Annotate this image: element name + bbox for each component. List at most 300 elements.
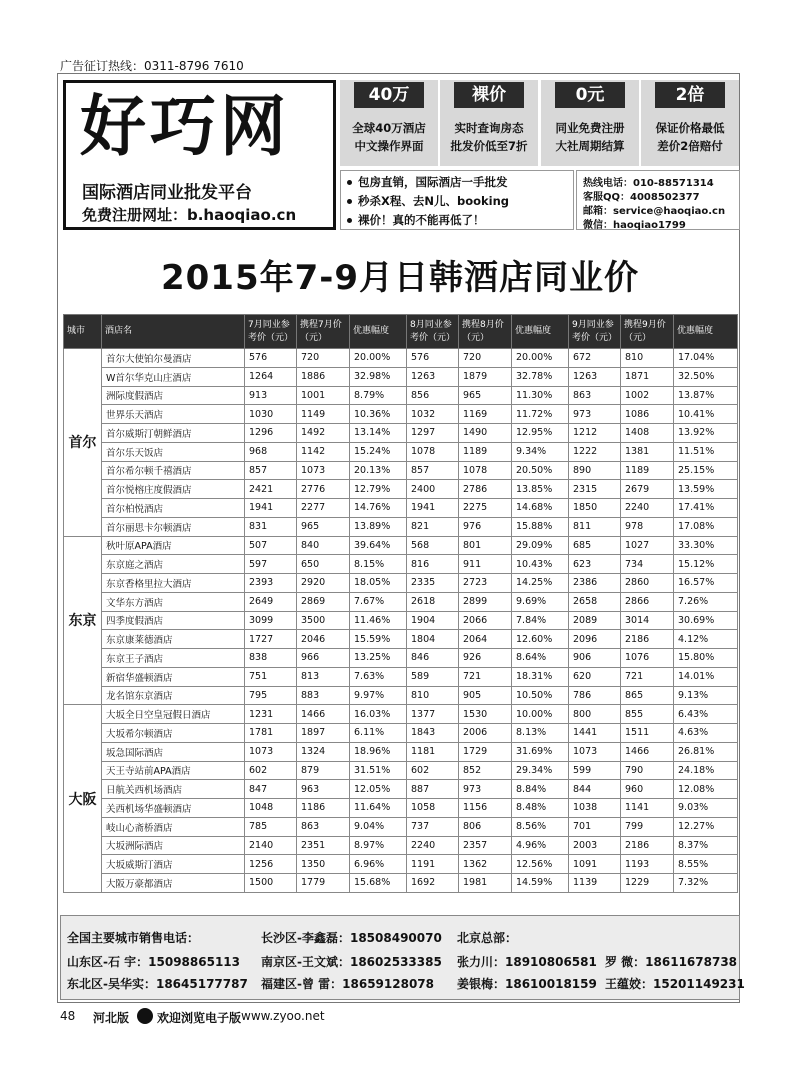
price-cell: 11.46%: [350, 611, 407, 630]
price-cell: 4.96%: [512, 836, 569, 855]
price-cell: 1002: [621, 386, 674, 405]
sales-entry: 福建区-曾 雷：18659128078: [261, 977, 435, 991]
price-cell: 15.24%: [350, 442, 407, 461]
price-cell: 24.18%: [674, 761, 738, 780]
feature-box: [440, 80, 538, 166]
bullet-item: [347, 193, 509, 209]
price-cell: 1186: [297, 799, 350, 818]
price-cell: 11.72%: [512, 405, 569, 424]
bullet-text: 裸价！真的不能再低了！: [358, 213, 485, 227]
price-table: [63, 314, 738, 893]
price-cell: 2649: [245, 592, 297, 611]
price-cell: 1189: [621, 461, 674, 480]
price-cell: 1324: [297, 742, 350, 761]
price-cell: 7.26%: [674, 592, 738, 611]
price-cell: 926: [459, 649, 512, 668]
welcome-text: 欢迎浏览电子版: [157, 1011, 242, 1025]
price-cell: 1466: [297, 705, 350, 724]
price-cell: 857: [245, 461, 297, 480]
price-cell: 1781: [245, 724, 297, 743]
price-cell: 1191: [407, 855, 459, 874]
column-header: 城市: [64, 315, 102, 349]
price-cell: 507: [245, 536, 297, 555]
price-cell: 2658: [569, 592, 621, 611]
price-cell: 10.41%: [674, 405, 738, 424]
price-cell: 2860: [621, 574, 674, 593]
price-cell: 786: [569, 686, 621, 705]
feature-line: 保证价格最低: [655, 121, 725, 135]
feature-badge: 0元: [555, 82, 625, 108]
price-cell: 2006: [459, 724, 512, 743]
page-title: 2015年7-9月日韩酒店同业价: [160, 258, 640, 298]
price-cell: 1038: [569, 799, 621, 818]
price-cell: 20.13%: [350, 461, 407, 480]
price-cell: 737: [407, 817, 459, 836]
sales-hq-heading: 北京总部：: [457, 931, 518, 945]
price-cell: 1941: [407, 499, 459, 518]
price-cell: 17.04%: [674, 349, 738, 368]
price-cell: 2866: [621, 592, 674, 611]
hotel-name-cell: 首尔大使铂尔曼酒店: [102, 349, 245, 368]
price-cell: 863: [297, 817, 350, 836]
price-cell: 3500: [297, 611, 350, 630]
price-cell: 785: [245, 817, 297, 836]
hotel-name-cell: 洲际度假酒店: [102, 386, 245, 405]
edition-label: 河北版: [93, 1011, 130, 1025]
price-cell: 721: [621, 667, 674, 686]
price-cell: 1981: [459, 874, 512, 893]
price-cell: 963: [297, 780, 350, 799]
price-cell: 2003: [569, 836, 621, 855]
price-cell: 14.76%: [350, 499, 407, 518]
price-cell: 1032: [407, 405, 459, 424]
price-cell: 17.08%: [674, 517, 738, 536]
price-cell: 20.00%: [350, 349, 407, 368]
price-cell: 12.79%: [350, 480, 407, 499]
price-cell: 1466: [621, 742, 674, 761]
price-cell: 965: [297, 517, 350, 536]
price-cell: 2335: [407, 574, 459, 593]
price-cell: 9.03%: [674, 799, 738, 818]
price-cell: 4.63%: [674, 724, 738, 743]
price-cell: 2723: [459, 574, 512, 593]
price-cell: 1441: [569, 724, 621, 743]
hotel-name-cell: 大坂洲际酒店: [102, 836, 245, 855]
table-header-row: [64, 315, 738, 349]
price-cell: 2066: [459, 611, 512, 630]
table-row: [64, 649, 738, 668]
feature-line: 大社周期结算: [555, 139, 625, 153]
table-row: [64, 799, 738, 818]
feature-line: 中文操作界面: [354, 139, 424, 153]
price-cell: 2064: [459, 630, 512, 649]
price-cell: 576: [245, 349, 297, 368]
price-cell: 1879: [459, 367, 512, 386]
price-cell: 1048: [245, 799, 297, 818]
bullet-text: 秒杀X程、去N儿、booking: [358, 194, 510, 208]
price-cell: 1729: [459, 742, 512, 761]
price-cell: 597: [245, 555, 297, 574]
price-cell: 1073: [569, 742, 621, 761]
price-cell: 1871: [621, 367, 674, 386]
price-cell: 1850: [569, 499, 621, 518]
price-cell: 720: [297, 349, 350, 368]
price-cell: 9.69%: [512, 592, 569, 611]
price-cell: 1181: [407, 742, 459, 761]
price-cell: 1408: [621, 424, 674, 443]
sales-entry: 姜银梅：18610018159: [457, 977, 597, 991]
table-row: [64, 592, 738, 611]
hotel-name-cell: 天王寺站前APA酒店: [102, 761, 245, 780]
price-cell: 1073: [245, 742, 297, 761]
price-cell: 840: [297, 536, 350, 555]
price-cell: 13.85%: [512, 480, 569, 499]
price-cell: 2240: [621, 499, 674, 518]
column-header: 优惠幅度: [674, 315, 738, 349]
price-cell: 26.81%: [674, 742, 738, 761]
hotel-name-cell: 东京王子酒店: [102, 649, 245, 668]
price-cell: 14.01%: [674, 667, 738, 686]
price-cell: 12.05%: [350, 780, 407, 799]
price-cell: 8.79%: [350, 386, 407, 405]
price-cell: 602: [245, 761, 297, 780]
hotel-name-cell: 大坂希尔顿酒店: [102, 724, 245, 743]
table-row: [64, 555, 738, 574]
price-cell: 7.63%: [350, 667, 407, 686]
price-cell: 2386: [569, 574, 621, 593]
feature-line: 同业免费注册: [555, 121, 625, 135]
price-cell: 2869: [297, 592, 350, 611]
price-cell: 966: [297, 649, 350, 668]
contact-hotline: 热线电话：010-88571314: [583, 178, 714, 189]
price-cell: 10.50%: [512, 686, 569, 705]
table-row: [64, 461, 738, 480]
price-cell: 18.96%: [350, 742, 407, 761]
table-row: [64, 742, 738, 761]
price-cell: 1222: [569, 442, 621, 461]
city-cell: 大阪: [64, 705, 102, 893]
price-cell: 906: [569, 649, 621, 668]
price-cell: 2240: [407, 836, 459, 855]
column-header: 酒店名: [102, 315, 245, 349]
price-cell: 32.78%: [512, 367, 569, 386]
hotel-name-cell: 世界乐天酒店: [102, 405, 245, 424]
price-cell: 2046: [297, 630, 350, 649]
price-cell: 2275: [459, 499, 512, 518]
price-cell: 1001: [297, 386, 350, 405]
bullet-text: 包房直销，国际酒店一手批发: [358, 175, 508, 189]
price-cell: 701: [569, 817, 621, 836]
price-cell: 913: [245, 386, 297, 405]
price-cell: 16.03%: [350, 705, 407, 724]
price-cell: 10.43%: [512, 555, 569, 574]
price-cell: 16.57%: [674, 574, 738, 593]
price-cell: 8.64%: [512, 649, 569, 668]
price-cell: 856: [407, 386, 459, 405]
price-cell: 1149: [297, 405, 350, 424]
price-cell: 2089: [569, 611, 621, 630]
price-cell: 576: [407, 349, 459, 368]
price-cell: 790: [621, 761, 674, 780]
logo-url: 免费注册网址：b.haoqiao.cn: [82, 206, 297, 224]
price-cell: 4.12%: [674, 630, 738, 649]
price-cell: 568: [407, 536, 459, 555]
price-cell: 1193: [621, 855, 674, 874]
price-cell: 846: [407, 649, 459, 668]
price-cell: 1843: [407, 724, 459, 743]
hotel-name-cell: 日航关西机场酒店: [102, 780, 245, 799]
price-cell: 1804: [407, 630, 459, 649]
feature-badge: 2倍: [655, 82, 725, 108]
price-cell: 2357: [459, 836, 512, 855]
table-row: [64, 574, 738, 593]
price-cell: 8.84%: [512, 780, 569, 799]
price-cell: 1078: [407, 442, 459, 461]
feature-badge: 40万: [354, 82, 424, 108]
price-cell: 1231: [245, 705, 297, 724]
price-cell: 863: [569, 386, 621, 405]
price-cell: 1229: [621, 874, 674, 893]
table-row: [64, 405, 738, 424]
bullet-dot-icon: [347, 218, 352, 223]
hotel-name-cell: 大阪万豪都酒店: [102, 874, 245, 893]
price-cell: 1511: [621, 724, 674, 743]
price-cell: 9.13%: [674, 686, 738, 705]
hotel-name-cell: 四季度假酒店: [102, 611, 245, 630]
price-cell: 905: [459, 686, 512, 705]
price-cell: 30.69%: [674, 611, 738, 630]
globe-icon: [137, 1008, 153, 1024]
price-cell: 8.13%: [512, 724, 569, 743]
price-cell: 1263: [407, 367, 459, 386]
price-cell: 2776: [297, 480, 350, 499]
price-cell: 801: [459, 536, 512, 555]
table-row: [64, 630, 738, 649]
price-cell: 1027: [621, 536, 674, 555]
price-cell: 1362: [459, 855, 512, 874]
price-cell: 1139: [569, 874, 621, 893]
hotel-name-cell: 首尔威斯汀朝鲜酒店: [102, 424, 245, 443]
price-cell: 831: [245, 517, 297, 536]
price-cell: 2393: [245, 574, 297, 593]
price-cell: 8.55%: [674, 855, 738, 874]
price-cell: 29.34%: [512, 761, 569, 780]
price-cell: 965: [459, 386, 512, 405]
price-cell: 15.68%: [350, 874, 407, 893]
feature-line: 全球40万酒店: [352, 121, 426, 135]
price-cell: 1904: [407, 611, 459, 630]
table-row: [64, 667, 738, 686]
column-header: 8月同业参考价（元）: [407, 315, 459, 349]
price-cell: 685: [569, 536, 621, 555]
column-header: 携程8月价（元）: [459, 315, 512, 349]
price-cell: 2186: [621, 630, 674, 649]
price-cell: 12.60%: [512, 630, 569, 649]
bullet-dot-icon: [347, 199, 352, 204]
price-cell: 806: [459, 817, 512, 836]
price-cell: 7.67%: [350, 592, 407, 611]
city-cell: 东京: [64, 536, 102, 705]
table-row: [64, 386, 738, 405]
price-cell: 13.59%: [674, 480, 738, 499]
price-cell: 838: [245, 649, 297, 668]
price-cell: 960: [621, 780, 674, 799]
column-header: 7月同业参考价（元）: [245, 315, 297, 349]
price-cell: 2277: [297, 499, 350, 518]
price-cell: 2421: [245, 480, 297, 499]
price-cell: 879: [297, 761, 350, 780]
sales-entry: 罗 微：18611678738: [605, 955, 738, 969]
price-cell: 1500: [245, 874, 297, 893]
feature-line: 实时查询房态: [454, 121, 524, 135]
price-cell: 1156: [459, 799, 512, 818]
price-cell: 1078: [459, 461, 512, 480]
price-cell: 13.92%: [674, 424, 738, 443]
price-cell: 852: [459, 761, 512, 780]
price-cell: 2786: [459, 480, 512, 499]
price-cell: 623: [569, 555, 621, 574]
price-cell: 15.88%: [512, 517, 569, 536]
sales-contacts: [60, 915, 745, 1000]
price-cell: 810: [621, 349, 674, 368]
price-cell: 1073: [297, 461, 350, 480]
feature-box: [541, 80, 639, 166]
price-cell: 11.51%: [674, 442, 738, 461]
price-cell: 883: [297, 686, 350, 705]
contact-qq: 客服QQ：4008502377: [583, 192, 700, 203]
ad-hotline: 广告征订热线：0311-8796 7610: [60, 59, 244, 73]
price-cell: 1692: [407, 874, 459, 893]
hotel-name-cell: 秋叶原APA酒店: [102, 536, 245, 555]
hotel-name-cell: 首尔丽思卡尔顿酒店: [102, 517, 245, 536]
table-row: [64, 349, 738, 368]
price-cell: 1530: [459, 705, 512, 724]
price-cell: 11.64%: [350, 799, 407, 818]
sales-entry: 长沙区-李鑫磊：18508490070: [261, 931, 442, 945]
sales-entry: 南京区-王文斌：18602533385: [261, 955, 442, 969]
price-cell: 32.50%: [674, 367, 738, 386]
price-cell: 39.64%: [350, 536, 407, 555]
price-cell: 1727: [245, 630, 297, 649]
column-header: 9月同业参考价（元）: [569, 315, 621, 349]
sales-heading: 全国主要城市销售电话：: [67, 931, 200, 945]
price-cell: 1169: [459, 405, 512, 424]
contact-box: [576, 170, 740, 230]
table-row: [64, 686, 738, 705]
hotel-name-cell: 东京康莱德酒店: [102, 630, 245, 649]
price-cell: 15.12%: [674, 555, 738, 574]
price-cell: 8.15%: [350, 555, 407, 574]
price-cell: 2096: [569, 630, 621, 649]
price-cell: 12.95%: [512, 424, 569, 443]
table-row: [64, 367, 738, 386]
price-cell: 721: [459, 667, 512, 686]
price-cell: 9.34%: [512, 442, 569, 461]
price-cell: 13.89%: [350, 517, 407, 536]
price-cell: 12.08%: [674, 780, 738, 799]
feature-box: [340, 80, 438, 166]
hotel-name-cell: 东京香格里拉大酒店: [102, 574, 245, 593]
price-cell: 9.97%: [350, 686, 407, 705]
price-cell: 1350: [297, 855, 350, 874]
price-cell: 8.56%: [512, 817, 569, 836]
table-row: [64, 855, 738, 874]
table-row: [64, 499, 738, 518]
price-cell: 976: [459, 517, 512, 536]
price-cell: 1189: [459, 442, 512, 461]
column-header: 携程7月价（元）: [297, 315, 350, 349]
price-cell: 18.31%: [512, 667, 569, 686]
price-cell: 1297: [407, 424, 459, 443]
price-cell: 2315: [569, 480, 621, 499]
column-header: 优惠幅度: [350, 315, 407, 349]
price-cell: 1141: [621, 799, 674, 818]
price-cell: 799: [621, 817, 674, 836]
price-cell: 31.51%: [350, 761, 407, 780]
price-cell: 1886: [297, 367, 350, 386]
price-cell: 720: [459, 349, 512, 368]
feature-box: [641, 80, 739, 166]
hotel-name-cell: 大坂威斯汀酒店: [102, 855, 245, 874]
price-cell: 7.84%: [512, 611, 569, 630]
price-cell: 1492: [297, 424, 350, 443]
price-cell: 857: [407, 461, 459, 480]
price-cell: 6.11%: [350, 724, 407, 743]
price-cell: 32.98%: [350, 367, 407, 386]
price-cell: 15.80%: [674, 649, 738, 668]
price-cell: 13.14%: [350, 424, 407, 443]
hotel-name-cell: 东京庭之酒店: [102, 555, 245, 574]
price-cell: 589: [407, 667, 459, 686]
website-link[interactable]: www.zyoo.net: [241, 1009, 325, 1023]
table-row: [64, 761, 738, 780]
price-cell: 602: [407, 761, 459, 780]
price-cell: 31.69%: [512, 742, 569, 761]
price-cell: 3014: [621, 611, 674, 630]
price-cell: 1779: [297, 874, 350, 893]
price-cell: 847: [245, 780, 297, 799]
price-cell: 14.59%: [512, 874, 569, 893]
hotel-name-cell: 龙名馆东京酒店: [102, 686, 245, 705]
price-cell: 11.30%: [512, 386, 569, 405]
price-cell: 17.41%: [674, 499, 738, 518]
price-cell: 800: [569, 705, 621, 724]
price-cell: 1263: [569, 367, 621, 386]
price-cell: 15.59%: [350, 630, 407, 649]
table-row: [64, 724, 738, 743]
price-cell: 33.30%: [674, 536, 738, 555]
price-cell: 751: [245, 667, 297, 686]
contact-wechat: 微信：haoqiao1799: [583, 220, 686, 231]
price-cell: 855: [621, 705, 674, 724]
price-cell: 6.43%: [674, 705, 738, 724]
table-row: [64, 836, 738, 855]
price-cell: 13.25%: [350, 649, 407, 668]
price-cell: 973: [569, 405, 621, 424]
price-cell: 8.97%: [350, 836, 407, 855]
table-row: [64, 780, 738, 799]
hotel-name-cell: 首尔柏悦酒店: [102, 499, 245, 518]
price-cell: 10.00%: [512, 705, 569, 724]
price-cell: 1264: [245, 367, 297, 386]
bullet-list: [340, 170, 574, 230]
hotel-name-cell: 首尔悦榕庄度假酒店: [102, 480, 245, 499]
price-cell: 795: [245, 686, 297, 705]
price-cell: 968: [245, 442, 297, 461]
price-cell: 14.25%: [512, 574, 569, 593]
table-row: [64, 517, 738, 536]
table-row: [64, 874, 738, 893]
